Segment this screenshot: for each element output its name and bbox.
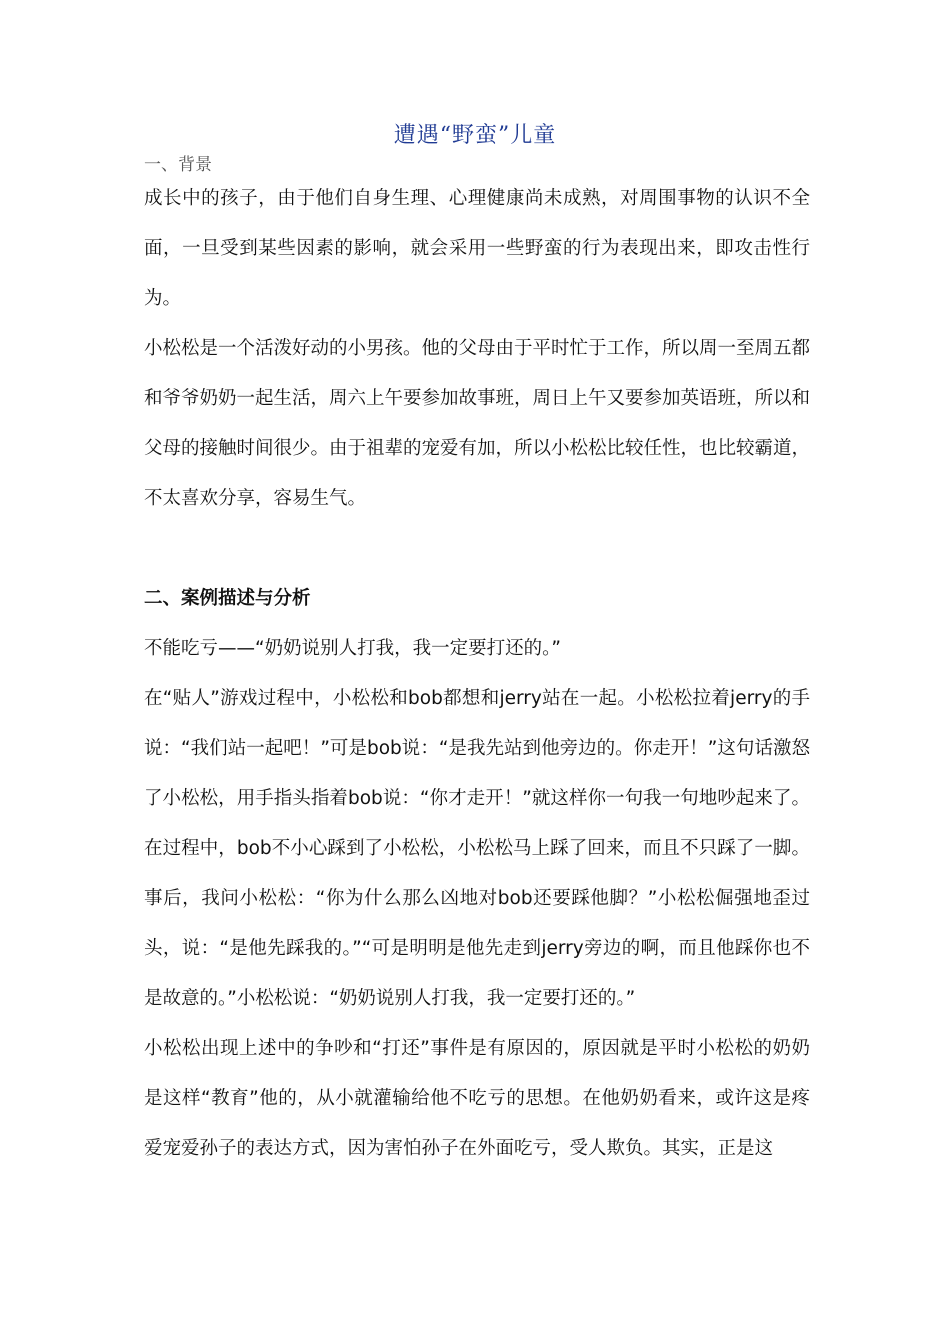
paragraph: 小松松是一个活泼好动的小男孩。他的父母由于平时忙于工作，所以周一至周五都和爷爷奶奶一起生活，周六上午要参加故事班，周日上午又要参加英语班，所以和父母的接触时间很少。由于祖辈的宠爱有加，所以小松松比较任性，也比较霸道，不太喜欢分享，容易生气。 [144,338,811,509]
paragraph-spacer [144,524,810,574]
document-body [144,174,810,1174]
paragraph: 在“贴人”游戏过程中，小松松和bob都想和jerry站在一起。小松松拉着jerry的手说：“我们站一起吧！”可是bob说：“是我先站到他旁边的。你走开！”这句话激怒了小松松，用手指头指着bob说：“你才走开！”就这样你一句我一句地吵起来了。在过程中，bob不小心踩到了小松松，小松松马上踩了回来，而且不只踩了一脚。事后，我问小松松：“你为什么那么凶地对bob还要踩他脚？”小松松倔强地歪过头，说：“是他先踩我的。”“可是明明是他先走到jerry旁边的啊，而且他踩你也不是故意的。”小松松说：“奶奶说别人打我，我一定要打还的。” [144,688,810,1009]
case-title: 不能吃亏——“奶奶说别人打我，我一定要打还的。” [144,638,561,659]
section-heading-case: 二、案例描述与分析 [144,588,311,609]
section-heading-background: 一、背景 [144,155,212,175]
paragraph: 小松松出现上述中的争吵和“打还”事件是有原因的，原因就是平时小松松的奶奶是这样“教育”他的，从小就灌输给他不吃亏的思想。在他奶奶看来，或许这是疼爱宠爱孙子的表达方式，因为害怕孙子在外面吃亏，受人欺负。其实，正是这 [144,1038,810,1159]
paragraph: 成长中的孩子，由于他们自身生理、心理健康尚未成熟，对周围事物的认识不全面，一旦受到某些因素的影响，就会采用一些野蛮的行为表现出来，即攻击性行为。 [144,188,810,309]
document-title: 遭遇“野蛮”儿童 [393,123,557,148]
